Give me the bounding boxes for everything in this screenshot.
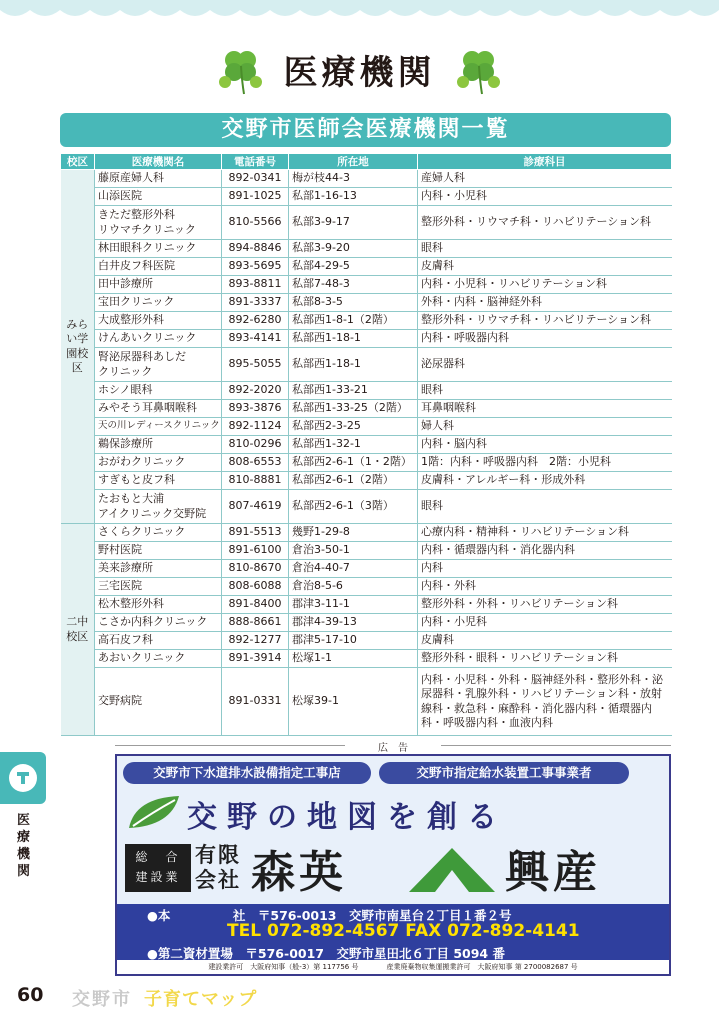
ad-legal-type-line: 有限 [195,842,241,867]
table-row [61,560,672,578]
ad-yard-address: ●第二資材置場 〒576-0017 交野市星田北６丁目 5094 番 [147,946,505,961]
departments-cell: 整形外科・眼科・リハビリテーション科 [418,650,672,668]
departments-cell: 内科・小児科・外科・脳神経外科・整形外科・泌尿器科・乳腺外科・リハビリテーション科・放射線科・救急科・麻酔科・消化器内科・循環器内科・呼吸器内科・血液内科 [418,668,672,736]
departments-cell: 内科・小児科・リハビリテーション科 [418,276,672,294]
phone-cell: 810-8881 [222,472,289,490]
departments-cell: 心療内科・精神科・リハビリテーション科 [418,524,672,542]
departments-cell: 皮膚科 [418,632,672,650]
institution-name-cell: 山添医院 [95,188,222,206]
address-cell: 私部西1-32-1 [289,436,418,454]
phone-cell: 895-5055 [222,348,289,382]
ad-category-line: 総 合 [135,850,181,864]
phone-cell: 891-3337 [222,294,289,312]
address-cell: 松塚1-1 [289,650,418,668]
departments-cell: 眼科 [418,490,672,524]
phone-cell: 891-3914 [222,650,289,668]
ad-head-office-address: ●本 社 〒576-0013 交野市南星台２丁目１番２号 [147,908,512,923]
column-header: 所在地 [289,154,418,170]
table-row [61,240,672,258]
table-row [61,472,672,490]
table-row [61,312,672,330]
institution-name-cell: 腎泌尿器科あしだ クリニック [95,348,222,382]
institution-name-cell: みやそう耳鼻咽喉科 [95,400,222,418]
ad-top-panel [117,756,669,904]
departments-cell: 泌尿器科 [418,348,672,382]
departments-cell: 内科・外科 [418,578,672,596]
phone-cell: 893-5695 [222,258,289,276]
medical-hands-icon [0,752,46,804]
ad-company-name-a: 森英 [251,847,347,898]
institution-name-cell: 林田眼科クリニック [95,240,222,258]
departments-cell: 内科 [418,560,672,578]
address-cell: 倉治8-5-6 [289,578,418,596]
ad-slogan: 交野の地図を創る [187,800,507,835]
table-row [61,276,672,294]
phone-cell: 810-5566 [222,206,289,240]
institution-name-cell: 大成整形外科 [95,312,222,330]
table-row [61,632,672,650]
address-cell: 私部7-48-3 [289,276,418,294]
phone-cell: 891-0331 [222,668,289,736]
address-cell: 私部4-29-5 [289,258,418,276]
clover-icon [452,42,506,96]
table-row [61,614,672,632]
page-number: 60 [17,984,44,1006]
ad-legal-type-line: 会社 [195,867,241,892]
table-row [61,400,672,418]
table-row [61,668,672,736]
table-row [61,382,672,400]
institution-name-cell: けんあいクリニック [95,330,222,348]
departments-cell: 整形外科・外科・リハビリテーション科 [418,596,672,614]
clover-icon [214,42,268,96]
side-category-tab [0,752,46,804]
page-header [0,38,719,100]
institution-name-cell: 野村医院 [95,542,222,560]
phone-cell: 810-8670 [222,560,289,578]
table-row [61,578,672,596]
address-cell: 私部西2-6-1（2階） [289,472,418,490]
departments-cell: 眼科 [418,382,672,400]
table-row [61,258,672,276]
address-cell: 郡津5-17-10 [289,632,418,650]
phone-cell: 891-6100 [222,542,289,560]
address-cell: 私部西1-33-21 [289,382,418,400]
ad-category [125,844,191,892]
table-row [61,454,672,472]
table-row [61,294,672,312]
departments-cell: 皮膚科 [418,258,672,276]
departments-cell: 内科・循環器内科・消化器内科 [418,542,672,560]
address-cell: 私部西2-3-25 [289,418,418,436]
phone-cell: 893-4141 [222,330,289,348]
institution-name-cell: おがわクリニック [95,454,222,472]
address-cell: 松塚39-1 [289,668,418,736]
side-label: 医療機関 [17,813,31,879]
column-header: 診療科目 [418,154,672,170]
section-title: 交野市医師会医療機関一覧 [60,113,671,147]
phone-cell: 894-8846 [222,240,289,258]
medical-institutions-table [60,153,672,736]
ad-company-name-b: 興産 [505,847,601,898]
column-header: 電話番号 [222,154,289,170]
ad-label: 広 告 [115,739,671,751]
address-cell: 私部西1-18-1 [289,330,418,348]
address-cell: 私部西1-33-25（2階） [289,400,418,418]
departments-cell: 1階：内科・呼吸器内科 2階：小児科 [418,454,672,472]
table-row [61,650,672,668]
address-cell: 私部西2-6-1（3階） [289,490,418,524]
phone-cell: 893-8811 [222,276,289,294]
advertisement [115,754,671,976]
phone-cell: 892-1277 [222,632,289,650]
table-row [61,436,672,454]
departments-cell: 皮膚科・アレルギー科・形成外科 [418,472,672,490]
school-district-cell: 二中校区 [61,524,95,736]
column-header: 校区 [61,154,95,170]
address-cell: 私部西1-18-1 [289,348,418,382]
phone-cell: 892-2020 [222,382,289,400]
phone-cell: 893-3876 [222,400,289,418]
departments-cell: 耳鼻咽喉科 [418,400,672,418]
departments-cell: 内科・小児科 [418,188,672,206]
address-cell: 倉治3-50-1 [289,542,418,560]
departments-cell: 内科・小児科 [418,614,672,632]
table-row [61,348,672,382]
departments-cell: 婦人科 [418,418,672,436]
departments-cell: 外科・内科・脳神経外科 [418,294,672,312]
address-cell: 私部西1-8-1（2階） [289,312,418,330]
column-header: 医療機関名 [95,154,222,170]
phone-cell: 807-4619 [222,490,289,524]
departments-cell: 眼科 [418,240,672,258]
phone-cell: 892-1124 [222,418,289,436]
ad-pill-water: 交野市指定給水装置工事事業者 [379,762,629,784]
institution-name-cell: 交野病院 [95,668,222,736]
institution-name-cell: 田中診療所 [95,276,222,294]
institution-name-cell: たおもと大浦 アイクリニック交野院 [95,490,222,524]
ad-contact-panel [117,904,669,960]
ad-pill-sewer: 交野市下水道排水設備指定工事店 [123,762,371,784]
phone-cell: 892-6280 [222,312,289,330]
top-wave-decoration [0,0,719,30]
address-cell: 私部8-3-5 [289,294,418,312]
address-cell: 私部西2-6-1（1・2階） [289,454,418,472]
phone-cell: 892-0341 [222,170,289,188]
institution-name-cell: 鵜保診療所 [95,436,222,454]
address-cell: 梅が枝44-3 [289,170,418,188]
ad-legal-type [195,842,243,894]
table-row [61,188,672,206]
leaf-logo-icon [125,792,183,832]
table-row [61,170,672,188]
phone-cell: 808-6088 [222,578,289,596]
table-row [61,490,672,524]
departments-cell: 内科・脳内科 [418,436,672,454]
institution-name-cell: きただ整形外科 リウマチクリニック [95,206,222,240]
institution-name-cell: こさか内科クリニック [95,614,222,632]
institution-name-cell: 宝田クリニック [95,294,222,312]
institution-name-cell: 天の川レディースクリニック [95,418,222,436]
departments-cell: 産婦人科 [418,170,672,188]
address-cell: 私部1-16-13 [289,188,418,206]
ad-phone-fax: TEL 072-892-4567 FAX 072-892-4141 [227,921,580,941]
phone-cell: 808-6553 [222,454,289,472]
institution-name-cell: 松木整形外科 [95,596,222,614]
table-row [61,330,672,348]
departments-cell: 整形外科・リウマチ科・リハビリテーション科 [418,312,672,330]
ad-category-line: 建設業 [135,870,181,884]
ad-license-text: 建設業許可 大阪府知事（般-3）第 117756 号 産業廃棄物収集運搬業許可 大阪府知事 第 2700082687 号 [208,963,578,971]
page-title: 医療機関 [283,52,436,93]
institution-name-cell: 藤原産婦人科 [95,170,222,188]
table-row [61,596,672,614]
institution-name-cell: さくらクリニック [95,524,222,542]
departments-cell: 整形外科・リウマチ科・リハビリテーション科 [418,206,672,240]
phone-cell: 810-0296 [222,436,289,454]
departments-cell: 内科・呼吸器内科 [418,330,672,348]
institution-name-cell: 美来診療所 [95,560,222,578]
table-header-row [61,154,672,170]
institution-name-cell: あおいクリニック [95,650,222,668]
table-row [61,206,672,240]
phone-cell: 888-8661 [222,614,289,632]
table-row [61,542,672,560]
table-row [61,524,672,542]
address-cell: 私部3-9-20 [289,240,418,258]
school-district-cell: みらい学園校区 [61,170,95,524]
address-cell: 私部3-9-17 [289,206,418,240]
footer-map-title: 子育てマップ [144,989,258,1010]
address-cell: 幾野1-29-8 [289,524,418,542]
address-cell: 郡津4-39-13 [289,614,418,632]
phone-cell: 891-1025 [222,188,289,206]
address-cell: 倉治4-40-7 [289,560,418,578]
footer-city: 交野市 [72,989,132,1010]
institution-name-cell: ホシノ眼科 [95,382,222,400]
institution-name-cell: 三宅医院 [95,578,222,596]
institution-name-cell: 高石皮フ科 [95,632,222,650]
address-cell: 郡津3-11-1 [289,596,418,614]
phone-cell: 891-5513 [222,524,289,542]
table-row [61,418,672,436]
phone-cell: 891-8400 [222,596,289,614]
institution-name-cell: 白井皮フ科医院 [95,258,222,276]
institution-name-cell: すぎもと皮フ科 [95,472,222,490]
mountain-logo-icon [407,844,497,894]
